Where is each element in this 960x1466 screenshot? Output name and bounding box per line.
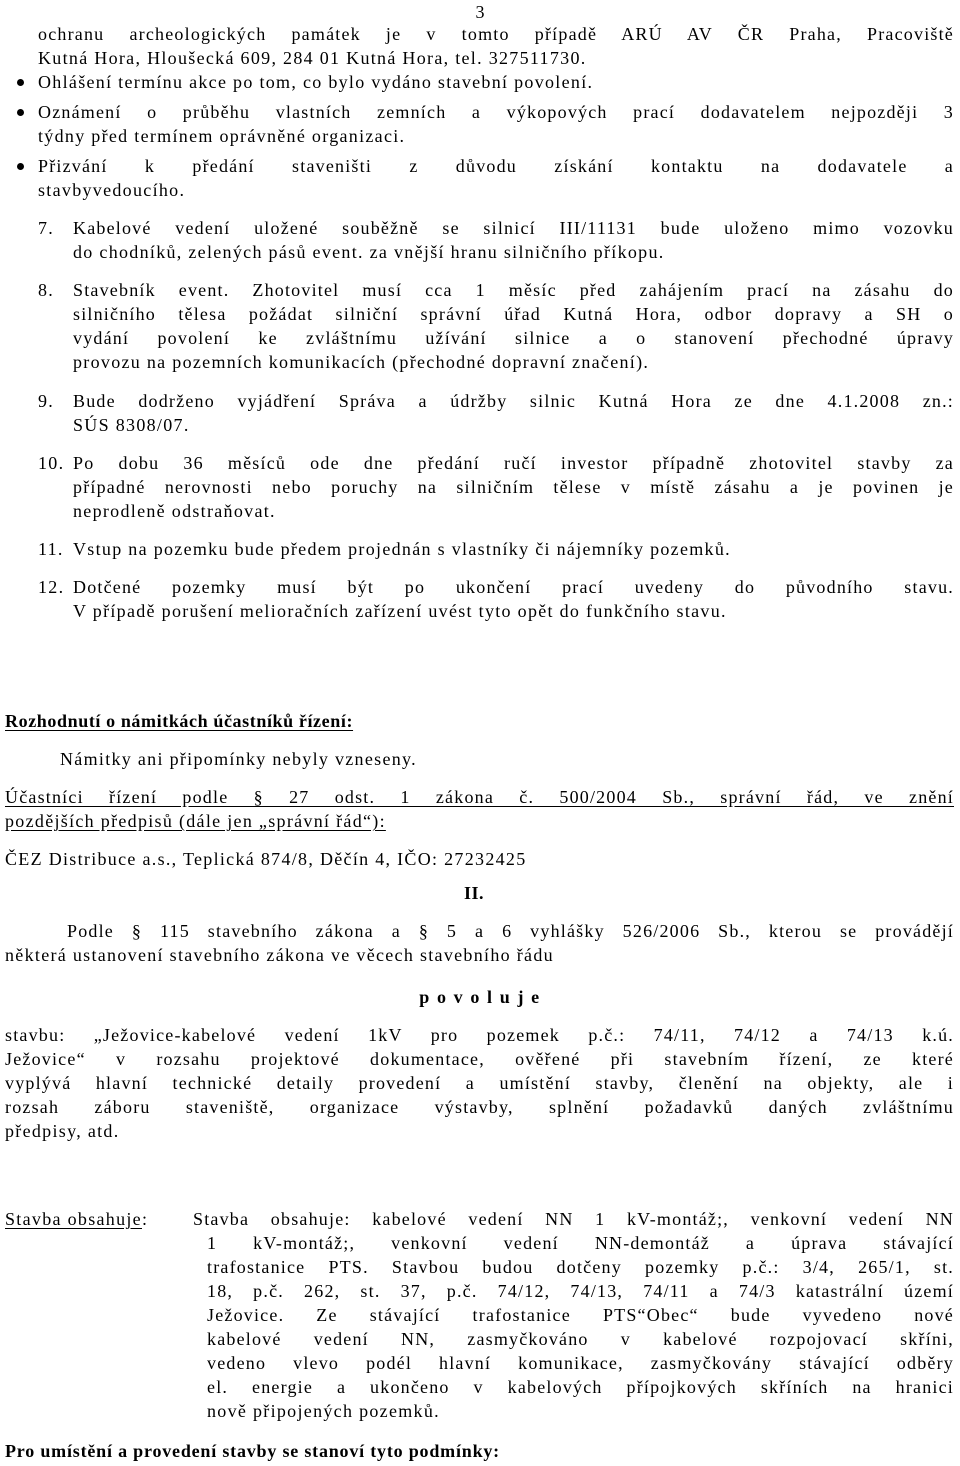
numbered-item-continued: SÚS 8308/07. — [73, 415, 190, 435]
objections-text: Námitky ani připomínky nebyly vzneseny. — [60, 749, 417, 769]
content-label: Stavba obsahuje — [5, 1209, 142, 1229]
numbered-item: Dotčené pozemky musí být po ukončení prací uvedeny do původního stavu. — [73, 577, 954, 597]
numbered-item-continued: provozu na pozemních komunikacích (přechodné dopravní značení). — [73, 352, 650, 372]
bullet-item: Oznámení o průběhu vlastních zemních a výkopových prací dodavatelem nejpozději 3 — [38, 102, 954, 122]
permits-word: p o v o l u j e — [419, 987, 541, 1007]
participants-heading-continued: pozdějších předpisů (dále jen „správní řád“): — [5, 811, 386, 831]
conditions-heading: Pro umístění a provedení stavby se stanoví tyto podmínky: — [5, 1441, 500, 1461]
construction-text: stavbu: „Ježovice-kabelové vedení 1kV pro pozemek p.č.: 74/11, 74/12 a 74/13 k.ú. — [5, 1025, 954, 1045]
numbered-item-continued: do chodníků, zelených pásů event. za vnější hranu silničního příkopu. — [73, 242, 665, 262]
construction-text: rozsah záboru staveniště, organizace výstavby, splnění požadavků daných zvláštnímu — [5, 1097, 954, 1117]
item-number: 9. — [38, 391, 55, 411]
content-label-row — [5, 1207, 148, 1231]
numbered-item: Vstup na pozemku bude předem projednán s vlastníky či nájemníky pozemků. — [73, 539, 731, 559]
page-number: 3 — [475, 2, 485, 22]
content-text: nově připojených pozemků. — [207, 1401, 440, 1421]
content-text: Ježovice. Ze stávající trafostanice PTS“Obec“ bude vyvedeno nové — [207, 1305, 954, 1325]
legal-basis-text: Podle § 115 stavebního zákona a § 5 a 6 vyhlášky 526/2006 Sb., kterou se provádějí — [67, 921, 954, 941]
content-label-suffix: : — [141, 1209, 149, 1229]
text-line: ochranu archeologických památek je v tomto případě ARÚ AV ČR Praha, Pracoviště — [38, 24, 954, 44]
item-number: 11. — [38, 539, 64, 559]
participant-entry: ČEZ Distribuce a.s., Teplická 874/8, Děčín 4, IČO: 27232425 — [5, 849, 527, 869]
participants-heading: Účastníci řízení podle § 27 odst. 1 zákona č. 500/2004 Sb., správní řád, ve znění — [5, 787, 954, 807]
item-number: 10. — [38, 453, 65, 473]
construction-text: předpisy, atd. — [5, 1121, 120, 1141]
numbered-item-continued: případné nerovnosti nebo poruchy na silničním tělese v místě zásahu a je povinen je — [73, 477, 954, 497]
item-number: 7. — [38, 218, 55, 238]
bullet-marker — [17, 163, 24, 170]
numbered-item: Po dobu 36 měsíců ode dne předání ručí investor případně zhotovitel stavby za — [73, 453, 954, 473]
bullet-marker — [17, 79, 24, 86]
construction-text: vyplývá hlavní technické detaily provedení a umístění stavby, členění na objekty, ale i — [5, 1073, 954, 1093]
bullet-item: Přizvání k předání staveništi z důvodu získání kontaktu na dodavatele a — [38, 156, 954, 176]
content-text: el. energie a ukončeno v kabelových přípojkových skříních na hranici — [207, 1377, 954, 1397]
item-number: 8. — [38, 280, 55, 300]
content-text: vedeno vlevo podél hlavní komunikace, zasmyčkovány stávající odběry — [207, 1353, 954, 1373]
numbered-item: Bude dodrženo vyjádření Správa a údržby silnic Kutná Hora ze dne 4.1.2008 zn.: — [73, 391, 954, 411]
content-text: Stavba obsahuje: kabelové vedení NN 1 kV-montáž;, venkovní vedení NN — [193, 1209, 954, 1229]
content-text: kabelové vedení NN, zasmyčkováno v kabelové rozpojovací skříni, — [207, 1329, 954, 1349]
content-text: 1 kV-montáž;, venkovní vedení NN-demontáž a úprava stávající — [207, 1233, 954, 1253]
numbered-item-continued: vydání povolení ke zvláštnímu užívání silnice a o stanovení přechodné úpravy — [73, 328, 954, 348]
objections-heading: Rozhodnutí o námitkách účastníků řízení: — [5, 711, 354, 731]
legal-basis-text-continued: některá ustanovení stavebního zákona ve věcech stavebního řádu — [5, 945, 554, 965]
text-line: Kutná Hora, Hloušecká 609, 284 01 Kutná Hora, tel. 327511730. — [38, 48, 587, 68]
numbered-item: Kabelové vedení uložené souběžně se silnicí III/11131 bude uloženo mimo vozovku — [73, 218, 954, 238]
content-text: 18, p.č. 262, st. 37, p.č. 74/12, 74/13, 74/11 a 74/3 katastrální území — [207, 1281, 954, 1301]
numbered-item-continued: neprodleně odstraňovat. — [73, 501, 276, 521]
construction-text: Ježovice“ v rozsahu projektové dokumentace, ověřené při stavebním řízení, ze které — [5, 1049, 954, 1069]
section-numeral: II. — [464, 883, 485, 903]
bullet-item-continued: stavbyvedoucího. — [38, 180, 186, 200]
bullet-item-continued: týdny před termínem oprávněné organizaci. — [38, 126, 406, 146]
bullet-item: Ohlášení termínu akce po tom, co bylo vydáno stavební povolení. — [38, 72, 594, 92]
bullet-marker — [17, 109, 24, 116]
numbered-item-continued: V případě porušení melioračních zařízení uvést tyto opět do funkčního stavu. — [73, 601, 727, 621]
numbered-item-continued: silničního tělesa požádat silniční správní úřad Kutná Hora, odbor dopravy a SH o — [73, 304, 954, 324]
item-number: 12. — [38, 577, 65, 597]
numbered-item: Stavebník event. Zhotovitel musí cca 1 měsíc před zahájením prací na zásahu do — [73, 280, 954, 300]
content-text: trafostanice PTS. Stavbou budou dotčeny pozemky p.č.: 3/4, 265/1, st. — [207, 1257, 954, 1277]
